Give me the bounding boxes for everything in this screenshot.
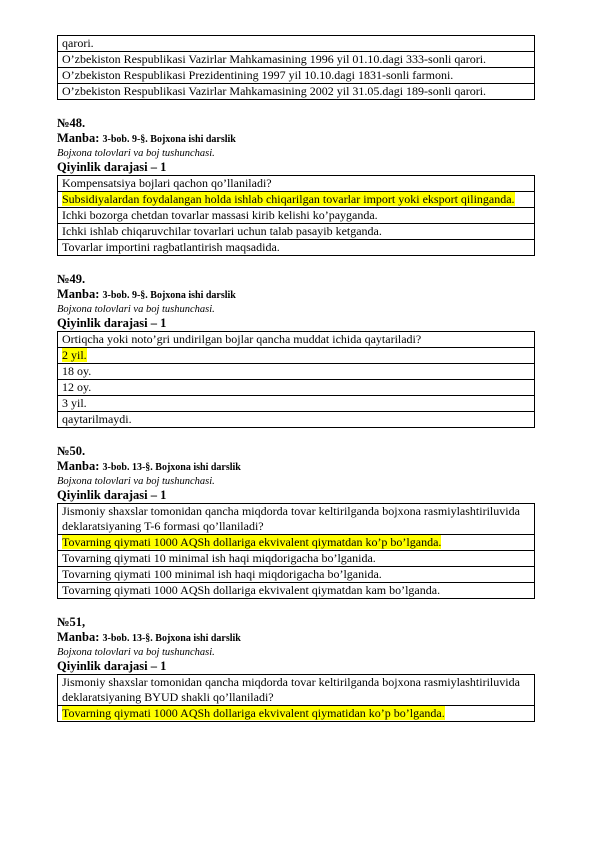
answer-option-correct [58,706,535,722]
source-ref: 3-bob. 13-§. Bojxona ishi darslik [102,633,241,644]
answer-option: 3 yil. [58,396,535,412]
topic-subtitle: Bojxona tolovlari va boj tushunchasi. [57,647,215,658]
highlighted-answer: Tovarning qiymati 1000 AQSh dollariga ekvivalent qiymatdan ko’p bo’lganda. [62,535,442,549]
question-number: №49. [57,272,86,286]
topic-subtitle: Bojxona tolovlari va boj tushunchasi. [57,476,215,487]
table-row [58,396,535,412]
table-cell: O’zbekiston Respublikasi Vazirlar Mahkamasining 2002 yil 31.05.dagi 189-sonli qarori. [58,84,535,100]
difficulty-level: Qiyinlik darajasi – 1 [57,659,167,673]
question-number: №48. [57,116,86,130]
answer-option-correct [58,192,535,208]
table-cell: qarori. [58,36,535,52]
topic-subtitle: Bojxona tolovlari va boj tushunchasi. [57,148,215,159]
table-row [58,332,535,348]
difficulty-level: Qiyinlik darajasi – 1 [57,160,167,174]
answer-option: Tovarning qiymati 10 minimal ish haqi miqdorigacha bo’lganida. [58,551,535,567]
table-row [58,68,535,84]
question-text: Jismoniy shaxslar tomonidan qancha miqdorda tovar keltirilganda bojxona rasmiylashtiriluvida deklaratsiyaning BYUD shakli qo’llaniladi? [58,675,535,706]
table-cell: O’zbekiston Respublikasi Vazirlar Mahkamasining 1996 yil 01.10.dagi 333-sonli qarori. [58,52,535,68]
table-row [58,380,535,396]
question-table [57,175,535,256]
table-row [58,706,535,722]
answer-option: 18 oy. [58,364,535,380]
table-row [58,208,535,224]
question-text: Jismoniy shaxslar tomonidan qancha miqdorda tovar keltirilganda bojxona rasmiylashtiriluvida deklaratsiyaning T-6 formasi qo’llaniladi? [58,504,535,535]
table-row [58,567,535,583]
answer-option: Tovarning qiymati 1000 AQSh dollariga ekvivalent qiymatdan kam bo’lganda. [58,583,535,599]
source-line [57,630,535,646]
highlighted-answer: 2 yil. [62,348,87,362]
difficulty-level: Qiyinlik darajasi – 1 [57,488,167,502]
question-table [57,674,535,722]
question-block-50 [57,444,535,599]
question-table [57,331,535,428]
answer-option: Ichki bozorga chetdan tovarlar massasi kirib kelishi ko’payganda. [58,208,535,224]
table-row [58,364,535,380]
answer-option: Tovarning qiymati 100 minimal ish haqi miqdorigacha bo’lganida. [58,567,535,583]
source-label: Manba: [57,131,100,145]
question-block-51 [57,615,535,722]
answer-option: 12 oy. [58,380,535,396]
answer-option-correct [58,535,535,551]
source-line [57,287,535,303]
table-row [58,348,535,364]
top-table [57,35,535,100]
source-label: Manba: [57,630,100,644]
document-page [57,35,535,722]
answer-option: qaytarilmaydi. [58,412,535,428]
table-row [58,36,535,52]
table-row [58,583,535,599]
table-row [58,675,535,706]
source-ref: 3-bob. 9-§. Bojxona ishi darslik [102,134,236,145]
question-number: №51, [57,615,86,629]
source-label: Manba: [57,459,100,473]
difficulty-level: Qiyinlik darajasi – 1 [57,316,167,330]
source-line [57,131,535,147]
table-cell: O’zbekiston Respublikasi Prezidentining 1997 yil 10.10.dagi 1831-sonli farmoni. [58,68,535,84]
answer-option: Tovarlar importini ragbatlantirish maqsadida. [58,240,535,256]
source-line [57,459,535,475]
table-row [58,192,535,208]
table-row [58,412,535,428]
source-ref: 3-bob. 9-§. Bojxona ishi darslik [102,290,236,301]
table-row [58,52,535,68]
highlighted-answer: Tovarning qiymati 1000 AQSh dollariga ekvivalent qiymatidan ko’p bo’lganda. [62,706,445,720]
source-ref: 3-bob. 13-§. Bojxona ishi darslik [102,462,241,473]
answer-option: Ichki ishlab chiqaruvchilar tovarlari uchun talab pasayib ketganda. [58,224,535,240]
table-row [58,84,535,100]
table-row [58,551,535,567]
question-block-48 [57,116,535,256]
answer-option-correct [58,348,535,364]
table-row [58,176,535,192]
question-text: Kompensatsiya bojlari qachon qo’llaniladi? [58,176,535,192]
table-row [58,240,535,256]
question-number: №50. [57,444,86,458]
table-row [58,535,535,551]
topic-subtitle: Bojxona tolovlari va boj tushunchasi. [57,304,215,315]
table-row [58,224,535,240]
source-label: Manba: [57,287,100,301]
highlighted-answer: Subsidiyalardan foydalangan holda ishlab chiqarilgan tovarlar import yoki eksport qilinganda. [62,192,515,206]
question-table [57,503,535,599]
question-block-49 [57,272,535,428]
table-row [58,504,535,535]
question-text: Ortiqcha yoki noto’gri undirilgan bojlar qancha muddat ichida qaytariladi? [58,332,535,348]
